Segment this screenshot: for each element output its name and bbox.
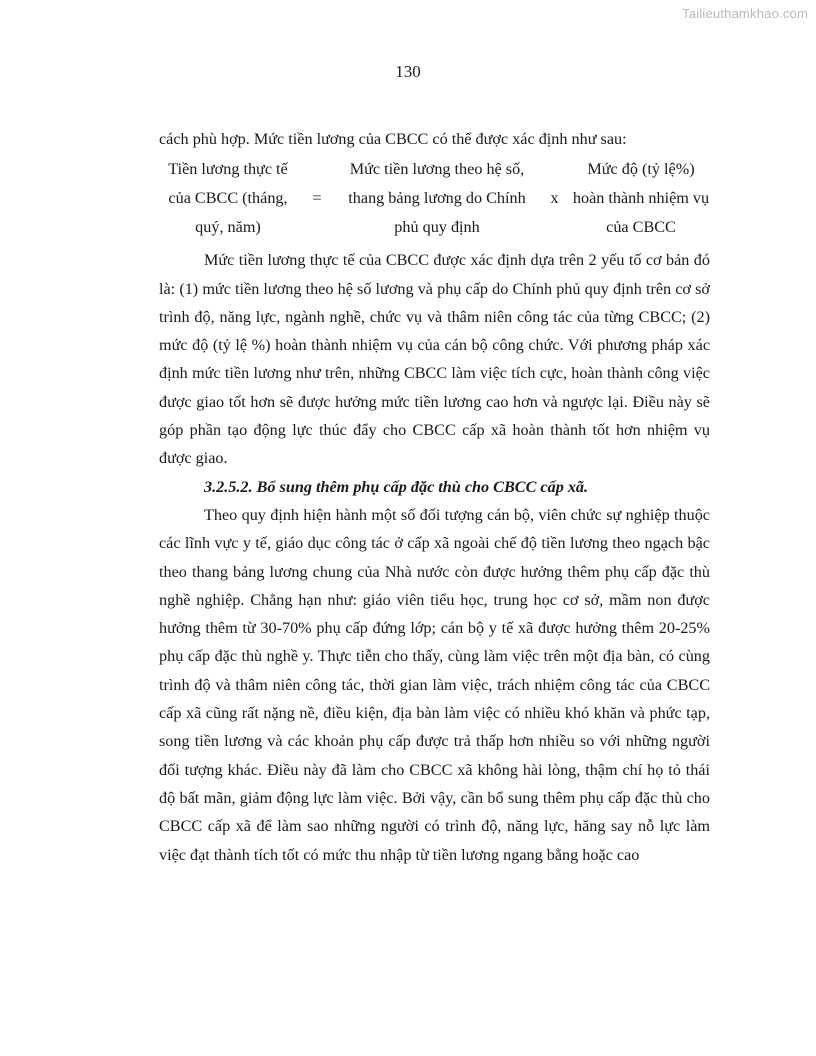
paragraph-1: Mức tiền lương thực tế của CBCC được xác định dựa trên 2 yếu tố cơ bản đó là: (1) mức tiền lương theo hệ số lương và phụ cấp do Chính phủ quy định trên cơ sở trình độ, năng lực, ngành nghề, chức vụ và thâm niên công tác của từng CBCC; (2) mức độ (tỷ lệ %) hoàn thành nhiệm vụ của cán bộ công chức. Với phương pháp xác định mức tiền lương như trên, những CBCC làm việc tích cực, hoàn thành công việc được giao tốt hơn sẽ được hưởng mức tiền lương cao hơn và ngược lại. Điều này sẽ góp phần tạo động lực thúc đẩy cho CBCC cấp xã hoàn thành tốt hơn nhiệm vụ được giao. [159,251,710,468]
document-body [159,125,710,869]
salary-formula [159,155,710,242]
section-heading: 3.2.5.2. Bổ sung thêm phụ cấp đặc thù cho CBCC cấp xã. [204,477,589,496]
page-number: 130 [395,62,421,81]
formula-term-completion-rate: Mức độ (tỷ lệ%) hoàn thành nhiệm vụ của CBCC [572,160,710,237]
formula-term-actual-salary: Tiền lương thực tế của CBCC (tháng, quý, năm) [168,160,288,237]
formula-equals-sign: = [312,189,322,208]
paragraph-2: Theo quy định hiện hành một số đối tượng cán bộ, viên chức sự nghiệp thuộc các lĩnh vực y tế, giáo dục công tác ở cấp xã ngoài chế độ tiền lương theo ngạch bậc theo thang bảng lương chung của Nhà nước còn được hưởng thêm phụ cấp đặc thù nghề nghiệp. Chẳng hạn như: giáo viên tiểu học, trung học cơ sở, mầm non được hưởng thêm từ 30-70% phụ cấp đứng lớp; cán bộ y tế xã được hưởng thêm 20-25% phụ cấp đặc thù nghề y. Thực tiễn cho thấy, cùng làm việc trên một địa bàn, có cùng trình độ và thâm niên công tác, thời gian làm việc, trách nhiệm công tác của CBCC cấp xã cũng rất nặng nề, điều kiện, địa bàn làm việc có nhiều khó khăn và phức tạp, song tiền lương và các khoản phụ cấp được trả thấp hơn nhiều so với những người đối tượng khác. Điều này đã làm cho CBCC xã không hài lòng, thậm chí họ tỏ thái độ bất mãn, giảm động lực làm việc. Bởi vậy, cần bổ sung thêm phụ cấp đặc thù cho CBCC cấp xã để làm sao những người có trình độ, năng lực, hăng say nỗ lực làm việc đạt thành tích tốt có mức thu nhập từ tiền lương ngang bằng hoặc cao [159,505,710,864]
intro-line: cách phù hợp. Mức tiền lương của CBCC có thể được xác định như sau: [159,130,627,148]
watermark: Tailieuthamkhao.com [682,6,808,21]
formula-term-base-salary: Mức tiền lương theo hệ số, thang bảng lương do Chính phủ quy định [348,160,526,237]
formula-multiply-sign: x [550,189,559,208]
